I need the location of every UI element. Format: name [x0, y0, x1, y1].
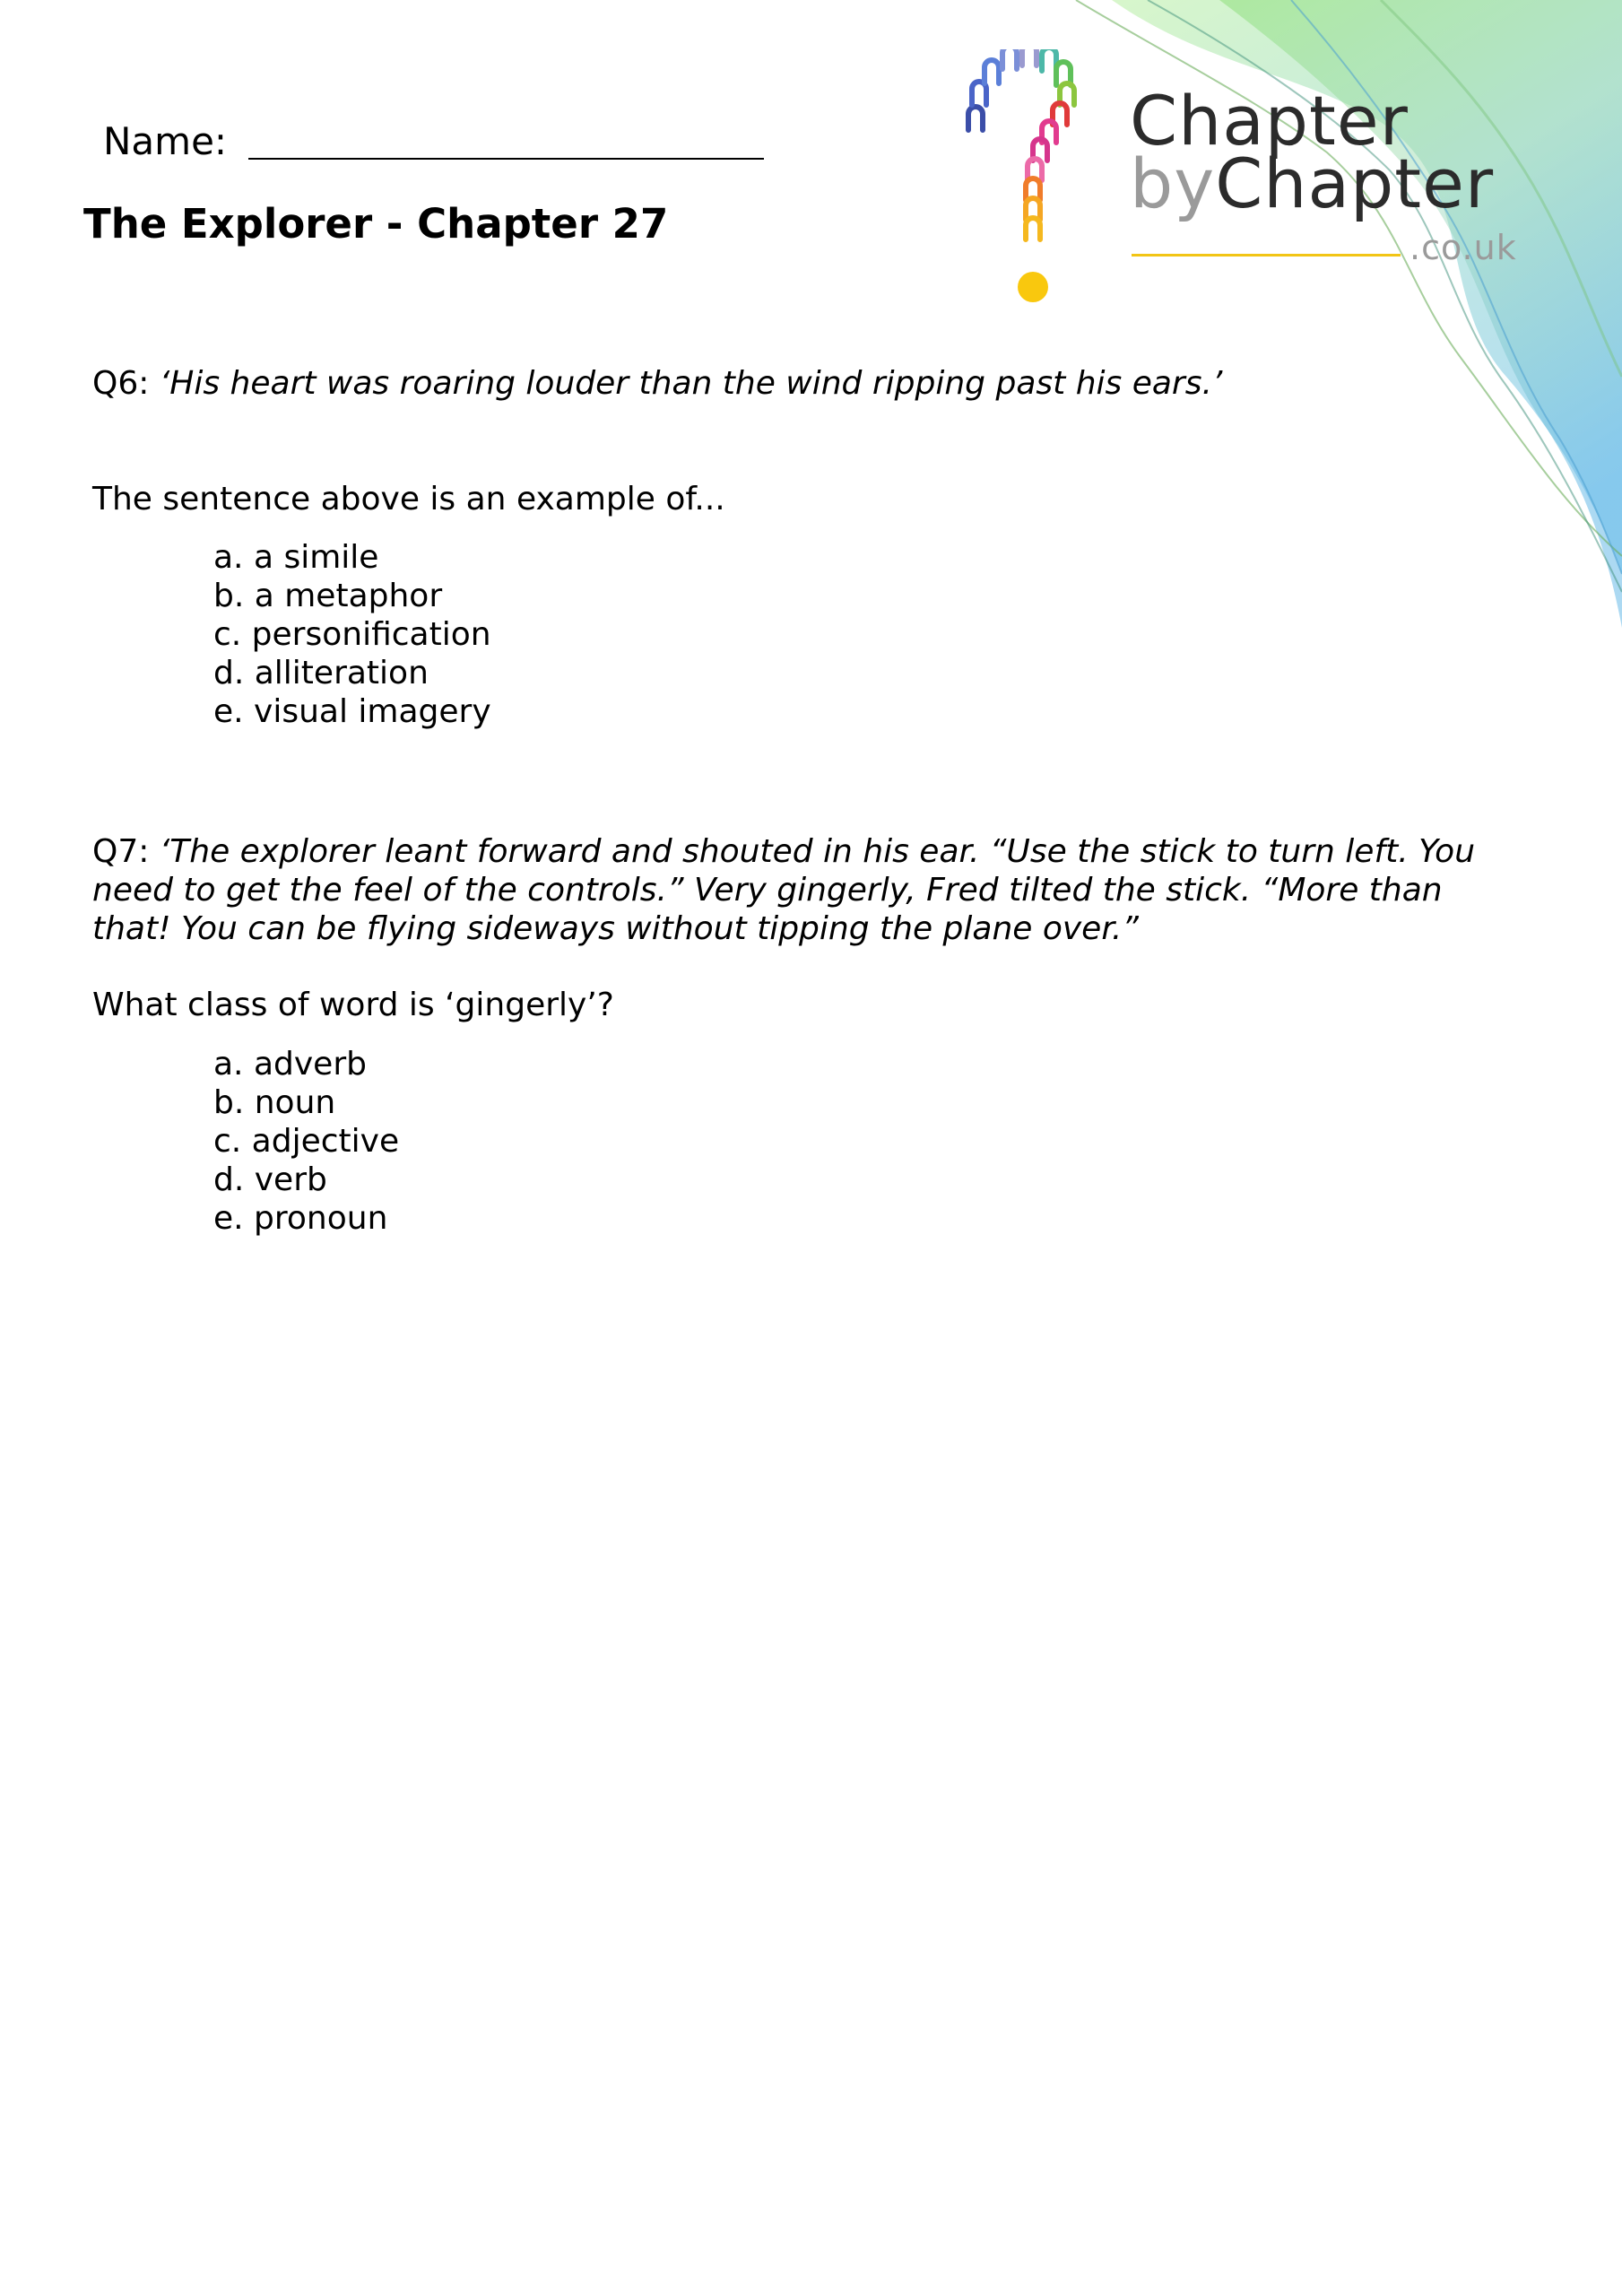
answer-option[interactable]: b. noun: [213, 1084, 336, 1121]
name-label: Name:: [103, 119, 228, 163]
page-title: The Explorer - Chapter 27: [83, 200, 669, 248]
logo-wordmark-line2: [1130, 144, 1495, 223]
question-7: [92, 832, 1527, 948]
chapter-by-chapter-logo: [959, 49, 1533, 318]
answer-option[interactable]: d. alliteration: [213, 655, 429, 691]
name-field[interactable]: [103, 115, 764, 169]
logo-by: by: [1130, 144, 1216, 223]
logo-domain: .co.uk: [1409, 228, 1517, 267]
answer-option[interactable]: c. adjective: [213, 1123, 400, 1160]
question-prompt: The sentence above is an example of...: [92, 481, 725, 517]
book-question-mark-icon: [959, 49, 1112, 318]
answer-option[interactable]: b. a metaphor: [213, 578, 443, 614]
answer-option[interactable]: e. pronoun: [213, 1200, 388, 1237]
answer-options-q7: [213, 1045, 399, 1238]
question-7-line-1: [92, 832, 1527, 871]
answer-option[interactable]: e. visual imagery: [213, 693, 491, 730]
question-6: [92, 364, 1222, 403]
question-quote-line: ‘The explorer leant forward and shouted in his ear. “Use the stick to turn left. You: [159, 833, 1476, 870]
logo-wordmark-line1: Chapter: [1130, 81, 1409, 161]
name-blank-line[interactable]: [248, 158, 764, 160]
question-quote: ‘His heart was roaring louder than the wind ripping past his ears.’: [159, 365, 1223, 402]
logo-chapter: Chapter: [1215, 144, 1495, 223]
logo-underline: [1132, 254, 1401, 257]
question-number: Q6:: [92, 365, 150, 402]
question-quote-line: that! You can be flying sideways without tipping the plane over.”: [92, 910, 1139, 947]
question-number: Q7:: [92, 833, 150, 870]
answer-option[interactable]: d. verb: [213, 1161, 327, 1198]
answer-options-q6: [213, 538, 491, 731]
answer-option[interactable]: c. personification: [213, 616, 491, 653]
question-quote-line: need to get the feel of the controls.” Very gingerly, Fred tilted the stick. “More than: [92, 872, 1443, 909]
answer-option[interactable]: a. adverb: [213, 1046, 367, 1083]
answer-option[interactable]: a. a simile: [213, 539, 379, 576]
question-prompt: What class of word is ‘gingerly’?: [92, 987, 614, 1023]
